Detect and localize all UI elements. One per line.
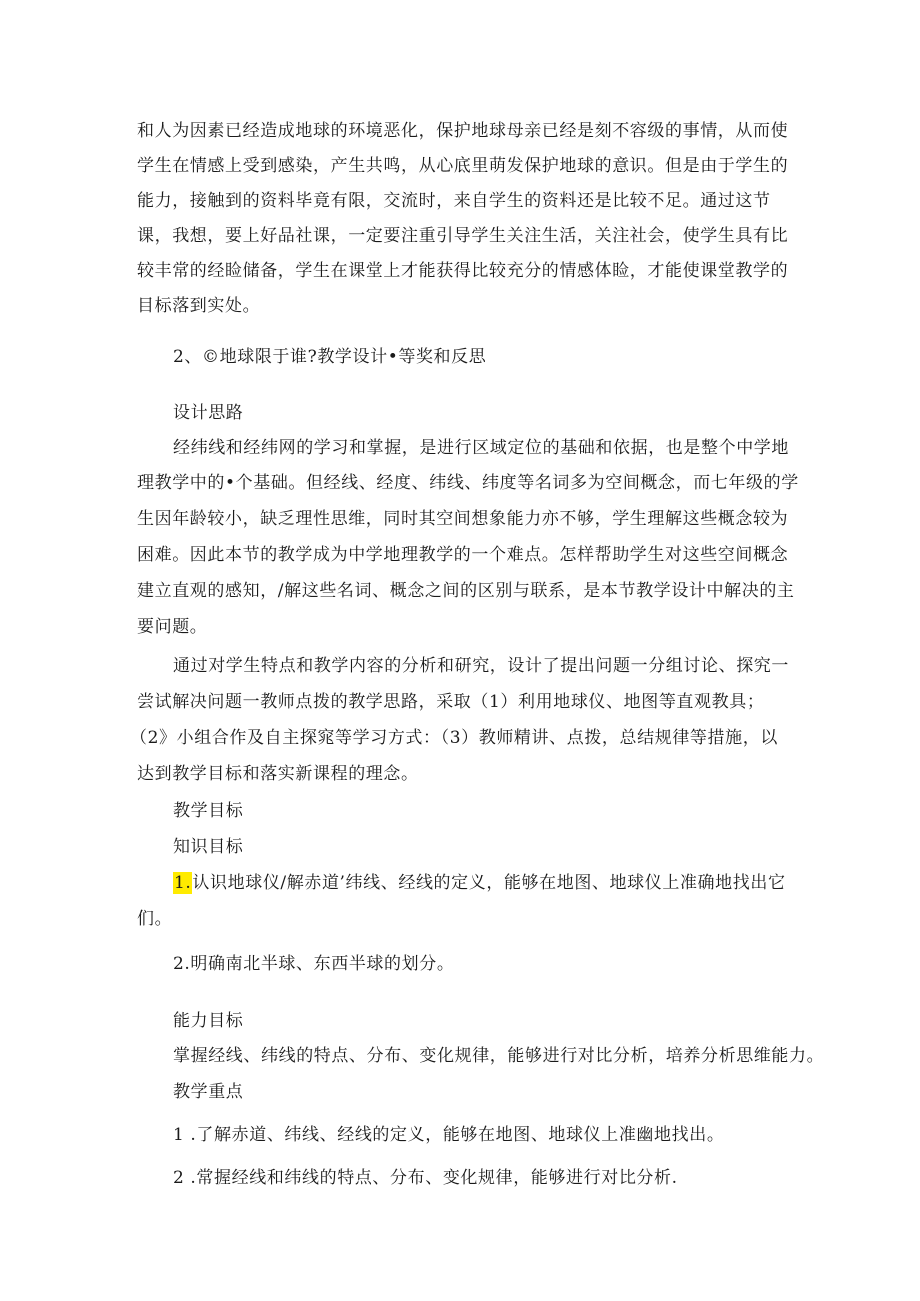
paragraph1-line: 能力，接触到的资料毕竟有限，交流时，来自学生的资料还是比较不足。通过这节 bbox=[137, 191, 771, 211]
paragraph1-line: 目标落到实处。 bbox=[137, 296, 261, 316]
paragraph1-line: 课，我想，要上好品社课，一定要注重引导学生关注生活，关注社会，使学生具有比 bbox=[137, 226, 789, 246]
paragraph3-line: 通过对学生特点和教学内容的分析和研究，设计了提出问题一分组讨论、探究一 bbox=[173, 656, 789, 676]
paragraph2-line: 困难。因此本节的教学成为中学地理教学的一个难点。怎样帮助学生对这些空间概念 bbox=[137, 545, 789, 565]
focus-item-2: 2 .常握经线和纬线的特点、分布、变化规律，能够进行对比分析. bbox=[173, 1168, 678, 1188]
paragraph3-line: 尝试解决问题一教师点拨的教学思路，采取（1）利用地球仪、地图等直观教具； bbox=[137, 692, 765, 712]
focus-item-1: 1 .了解赤道、纬线、经线的定义，能够在地图、地球仪上准幽地找出。 bbox=[173, 1125, 725, 1145]
paragraph3-line: （2》小组合作及自主探窕等学习方式：（3）教师精讲、点拨，总结规律等措施，以 bbox=[130, 728, 778, 748]
goals-heading: 教学目标 bbox=[173, 801, 244, 821]
ability-text: 掌握经线、纬线的特点、分布、变化规律，能够进行对比分析，培养分析思维能力。 bbox=[173, 1046, 825, 1066]
paragraph1-line: 较丰常的经睑储备，学生在课堂上才能获得比较充分的情感体睑，才能使课堂教学的 bbox=[137, 261, 789, 281]
paragraph2-line: 理教学中的•个基础。但经线、经度、纬线、纬度等名词多为空间概念，而七年级的学 bbox=[137, 473, 799, 493]
paragraph2-line: 建立直观的感知，/解这些名词、概念之间的区别与联系，是本节教学设计中解决的主 bbox=[137, 581, 795, 601]
knowledge-item-1-text: 认识地球仪/解赤道’纬线、经线的定义，能够在地图、地球仪上准确地找出它 bbox=[192, 873, 786, 893]
knowledge-heading: 知识目标 bbox=[173, 837, 244, 857]
paragraph2-line: 经纬线和经纬网的学习和掌握，是进行区域定位的基础和依据，也是整个中学地 bbox=[173, 438, 789, 458]
paragraph3-line: 达到教学目标和落实新课程的理念。 bbox=[137, 764, 419, 784]
knowledge-item-1-cont: 们。 bbox=[137, 909, 173, 929]
focus-heading: 教学重点 bbox=[173, 1082, 244, 1102]
ability-heading: 能力目标 bbox=[173, 1011, 244, 1031]
knowledge-item-1 bbox=[173, 872, 786, 894]
paragraph2-line: 生因年龄较小，缺乏理性思维，同时其空间想象能力亦不够，学生理解这些概念较为 bbox=[137, 509, 789, 529]
paragraph1-line: 和人为因素已经造成地球的环境恶化，保护地球母亲已经是刻不容级的事情，从而使 bbox=[137, 121, 789, 141]
paragraph2-line: 要问题。 bbox=[137, 617, 208, 637]
highlighted-item-number: 1. bbox=[174, 873, 192, 893]
paragraph1-line: 学生在情感上受到感染，产生共鸣，从心底里萌发保护地球的意识。但是由于学生的 bbox=[137, 156, 789, 176]
section-heading: 2、©地球限于谁?教学设计•等奖和反思 bbox=[173, 347, 487, 367]
knowledge-item-2: 2.明确南北半球、东西半球的划分。 bbox=[173, 954, 455, 974]
design-heading: 设计思路 bbox=[173, 403, 244, 423]
